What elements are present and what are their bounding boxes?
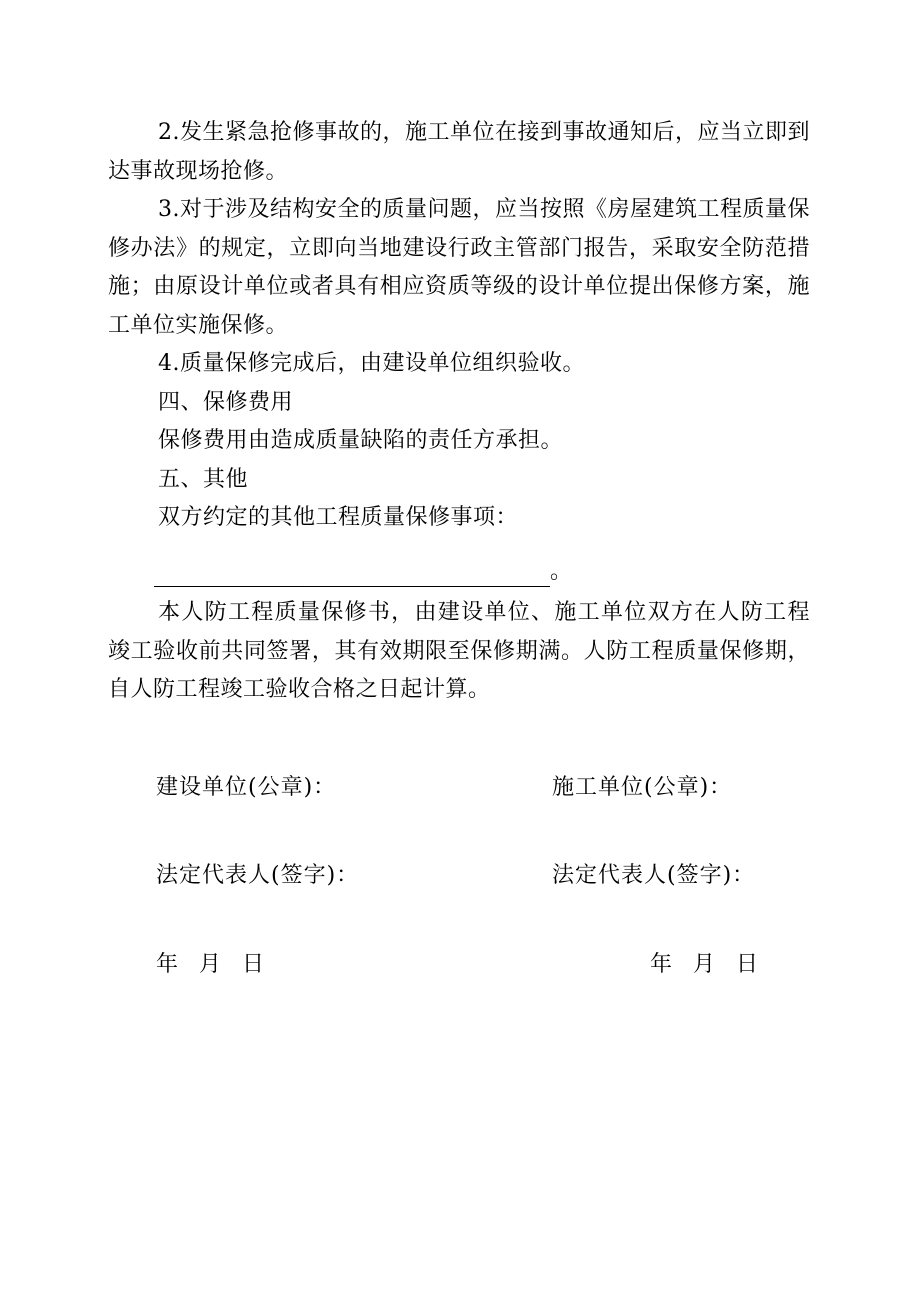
builder-date-year: 年	[156, 952, 180, 977]
contractor-rep-label: 法定代表人(签字)：	[552, 863, 756, 888]
fill-in-blank-line[interactable]	[154, 564, 550, 587]
closing-text	[108, 594, 810, 710]
builder-date-month: 月	[199, 952, 223, 977]
builder-date-day: 日	[242, 952, 266, 977]
paragraph-fees: 保修费用由造成质量缺陷的责任方承担。	[158, 428, 564, 453]
paragraph-validity: 本人防工程质量保修书，由建设单位、施工单位双方在人防工程竣工验收前共同签署，其有效期限至保修期满。人防工程质量保修期，自人防工程竣工验收合格之日起计算。	[108, 600, 810, 702]
fill-in-blank-row	[154, 557, 572, 587]
contractor-date-year: 年	[650, 952, 674, 977]
contractor-date	[650, 950, 759, 980]
builder-date	[156, 950, 265, 980]
paragraph-other-items: 双方约定的其他工程质量保修事项：	[158, 505, 519, 530]
section-heading-other: 五、其他	[158, 466, 249, 492]
contractor-date-day: 日	[736, 952, 760, 977]
builder-seal-label: 建设单位(公章)：	[156, 775, 337, 800]
contractor-seal-label: 施工单位(公章)：	[552, 775, 733, 800]
paragraph-structural-safety: 3.对于涉及结构安全的质量问题，应当按照《房屋建筑工程质量保修办法》的规定，立即向当地建设行政主管部门报告，采取安全防范措施；由原设计单位或者具有相应资质等级的设计单位提出保修方案，施工单位实施保修。	[108, 197, 810, 338]
contractor-date-month: 月	[693, 952, 717, 977]
paragraph-acceptance: 4.质量保修完成后，由建设单位组织验收。	[158, 351, 585, 376]
body-text	[108, 114, 810, 538]
builder-rep-label: 法定代表人(签字)：	[156, 863, 360, 888]
blank-suffix: 。	[550, 559, 573, 584]
paragraph-emergency-repair: 2.发生紧急抢修事故的，施工单位在接到事故通知后，应当立即到达事故现场抢修。	[108, 120, 810, 184]
section-heading-fees: 四、保修费用	[158, 389, 294, 415]
